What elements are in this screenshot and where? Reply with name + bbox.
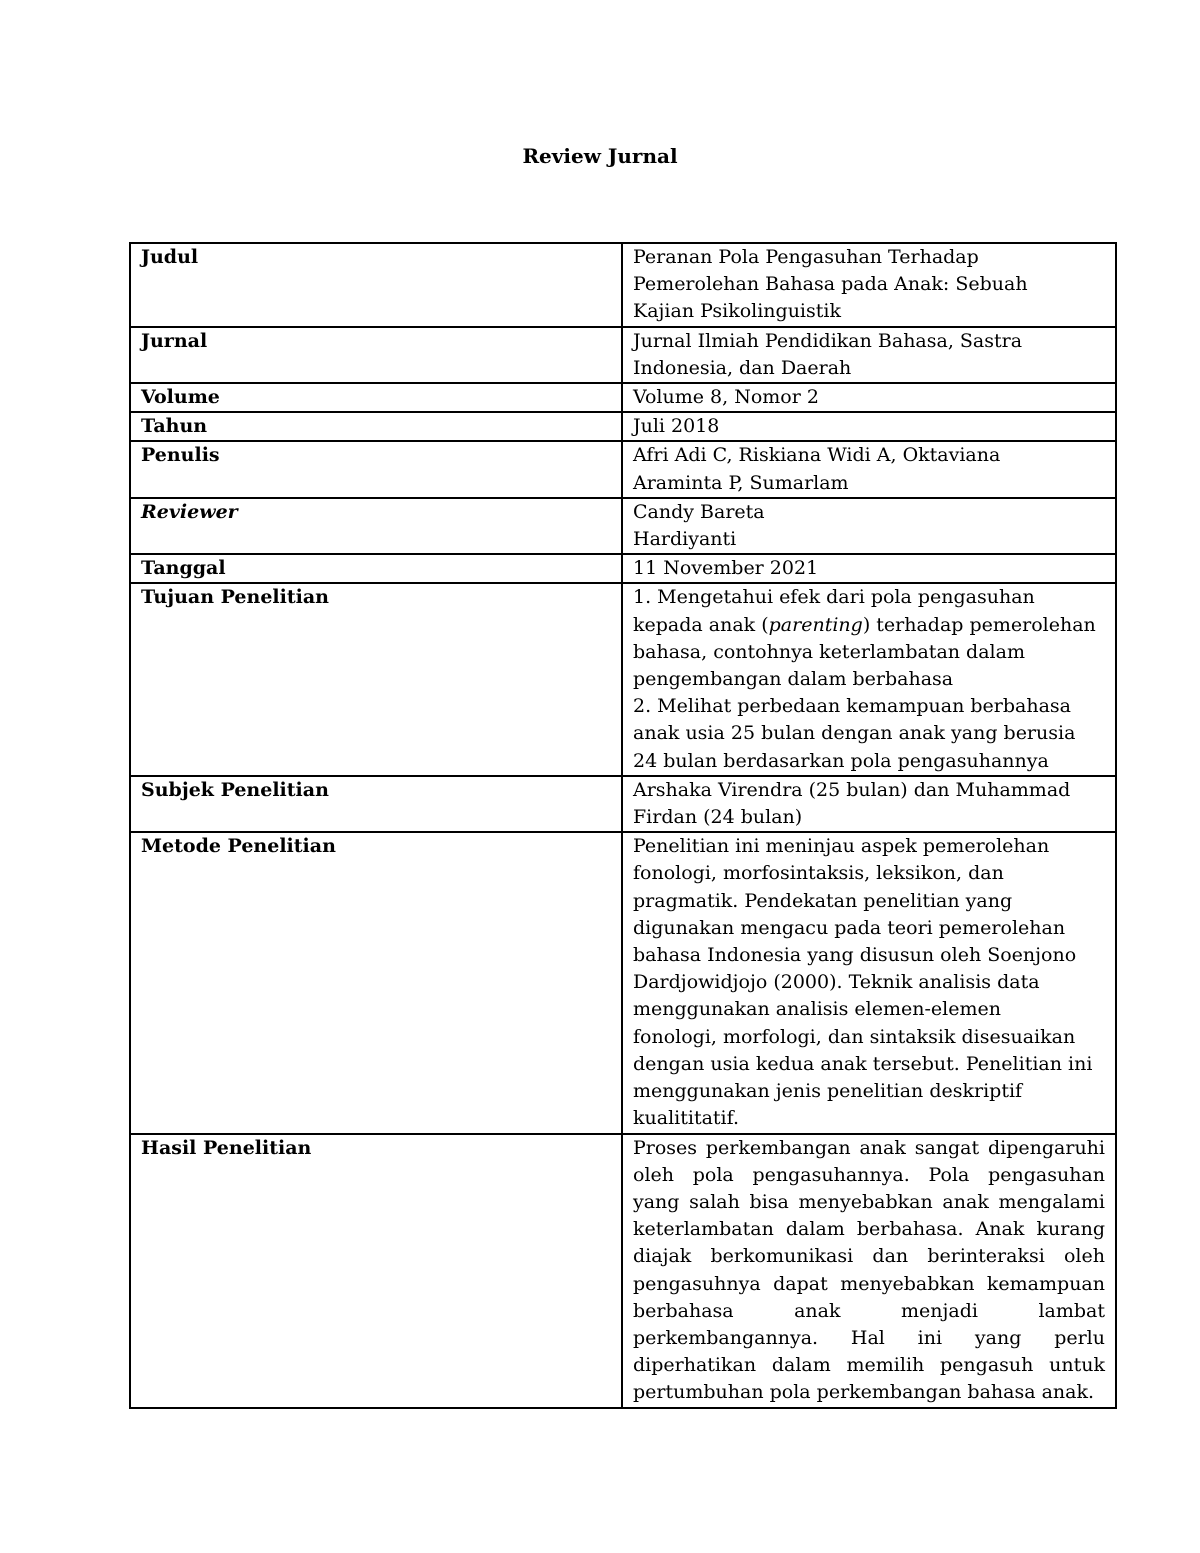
review-table — [129, 242, 1117, 1409]
table-row — [130, 554, 1116, 583]
page-title: Review Jurnal — [522, 144, 678, 168]
table-row — [130, 412, 1116, 441]
text-line: 24 bulan berdasarkan pola pengasuhannya — [633, 749, 1049, 772]
table-row — [130, 776, 1116, 832]
text-line: menggunakan jenis penelitian deskriptif — [633, 1080, 1023, 1103]
row-value-tanggal: 11 November 2021 — [622, 554, 1116, 583]
row-value-subjek — [622, 776, 1116, 832]
row-label-judul: Judul — [130, 243, 622, 327]
text-line: digunakan mengacu pada teori pemerolehan — [633, 916, 1066, 939]
table-row — [130, 832, 1116, 1133]
row-value-tahun: Juli 2018 — [622, 412, 1116, 441]
text-line: bahasa, contohnya keterlambatan dalam — [633, 640, 1025, 663]
row-label-metode: Metode Penelitian — [130, 832, 622, 1133]
text-line: Candy Bareta — [633, 500, 765, 523]
row-value-metode — [622, 832, 1116, 1133]
text-line: Penelitian ini meninjau aspek pemerolehan — [633, 835, 1050, 858]
text-line: Araminta P, Sumarlam — [633, 471, 849, 494]
row-label-subjek: Subjek Penelitian — [130, 776, 622, 832]
table-row — [130, 441, 1116, 497]
row-value-tujuan — [622, 583, 1116, 775]
text-line: Afri Adi C, Riskiana Widi A, Oktaviana — [633, 444, 1001, 467]
row-label-jurnal: Jurnal — [130, 327, 622, 383]
row-value-volume: Volume 8, Nomor 2 — [622, 383, 1116, 412]
text-line: dengan usia kedua anak tersebut. Penelitian ini — [633, 1052, 1093, 1075]
row-label-volume: Volume — [130, 383, 622, 412]
row-label-tanggal: Tanggal — [130, 554, 622, 583]
text-segment: ) terhadap pemerolehan — [862, 613, 1096, 636]
row-value-reviewer — [622, 498, 1116, 554]
table-row — [130, 327, 1116, 383]
text-line: Pemerolehan Bahasa pada Anak: Sebuah — [633, 273, 1028, 296]
text-line: anak usia 25 bulan dengan anak yang berusia — [633, 722, 1076, 745]
text-line: fonologi, morfologi, dan sintaksik disesuaikan — [633, 1025, 1076, 1048]
table-row — [130, 243, 1116, 327]
row-value-jurnal — [622, 327, 1116, 383]
text-line: 1. Mengetahui efek dari pola pengasuhan — [633, 586, 1035, 609]
table-row — [130, 1134, 1116, 1408]
text-line: Jurnal Ilmiah Pendidikan Bahasa, Sastra — [633, 329, 1023, 352]
text-line: fonologi, morfosintaksis, leksikon, dan — [633, 862, 1004, 885]
text-line: pengembangan dalam berbahasa — [633, 668, 954, 691]
text-line: bahasa Indonesia yang disusun oleh Soenjono — [633, 944, 1077, 967]
row-label-hasil: Hasil Penelitian — [130, 1134, 622, 1408]
text-line: Indonesia, dan Daerah — [633, 356, 852, 379]
text-line: pragmatik. Pendekatan penelitian yang — [633, 889, 1013, 912]
row-label-tujuan: Tujuan Penelitian — [130, 583, 622, 775]
row-value-hasil: Proses perkembangan anak sangat dipengaruhi oleh pola pengasuhannya. Pola pengasuhan yang salah bisa menyebabkan anak mengalami keterlambatan dalam berbahasa. Anak kurang diajak berkomunikasi dan berinteraksi oleh pengasuhnya dapat menyebabkan kemampuan berbahasa anak menjadi lambat perkembangannya. Hal ini yang perlu diperhatikan dalam memilih pengasuh untuk pertumbuhan pola perkembangan bahasa anak. — [622, 1134, 1116, 1408]
text-line: Arshaka Virendra (25 bulan) dan Muhammad — [633, 778, 1071, 801]
text-line: Peranan Pola Pengasuhan Terhadap — [633, 246, 979, 268]
text-segment: kepada anak ( — [633, 613, 769, 636]
row-label-reviewer: Reviewer — [130, 498, 622, 554]
row-label-penulis: Penulis — [130, 441, 622, 497]
table-row — [130, 383, 1116, 412]
text-line: menggunakan analisis elemen-elemen — [633, 998, 1001, 1021]
row-label-tahun: Tahun — [130, 412, 622, 441]
text-line: Hardiyanti — [633, 528, 737, 551]
text-line: kualititatif. — [633, 1107, 740, 1130]
table-row — [130, 583, 1116, 775]
table-row — [130, 498, 1116, 554]
text-line: Kajian Psikolinguistik — [633, 300, 841, 323]
row-value-judul — [622, 243, 1116, 327]
row-value-penulis — [622, 441, 1116, 497]
text-line — [633, 612, 1105, 639]
italic-term: parenting — [768, 613, 863, 636]
text-line: Dardjowidjojo (2000). Teknik analisis data — [633, 971, 1040, 994]
text-line: Firdan (24 bulan) — [633, 806, 803, 829]
text-line: 2. Melihat perbedaan kemampuan berbahasa — [633, 695, 1071, 718]
